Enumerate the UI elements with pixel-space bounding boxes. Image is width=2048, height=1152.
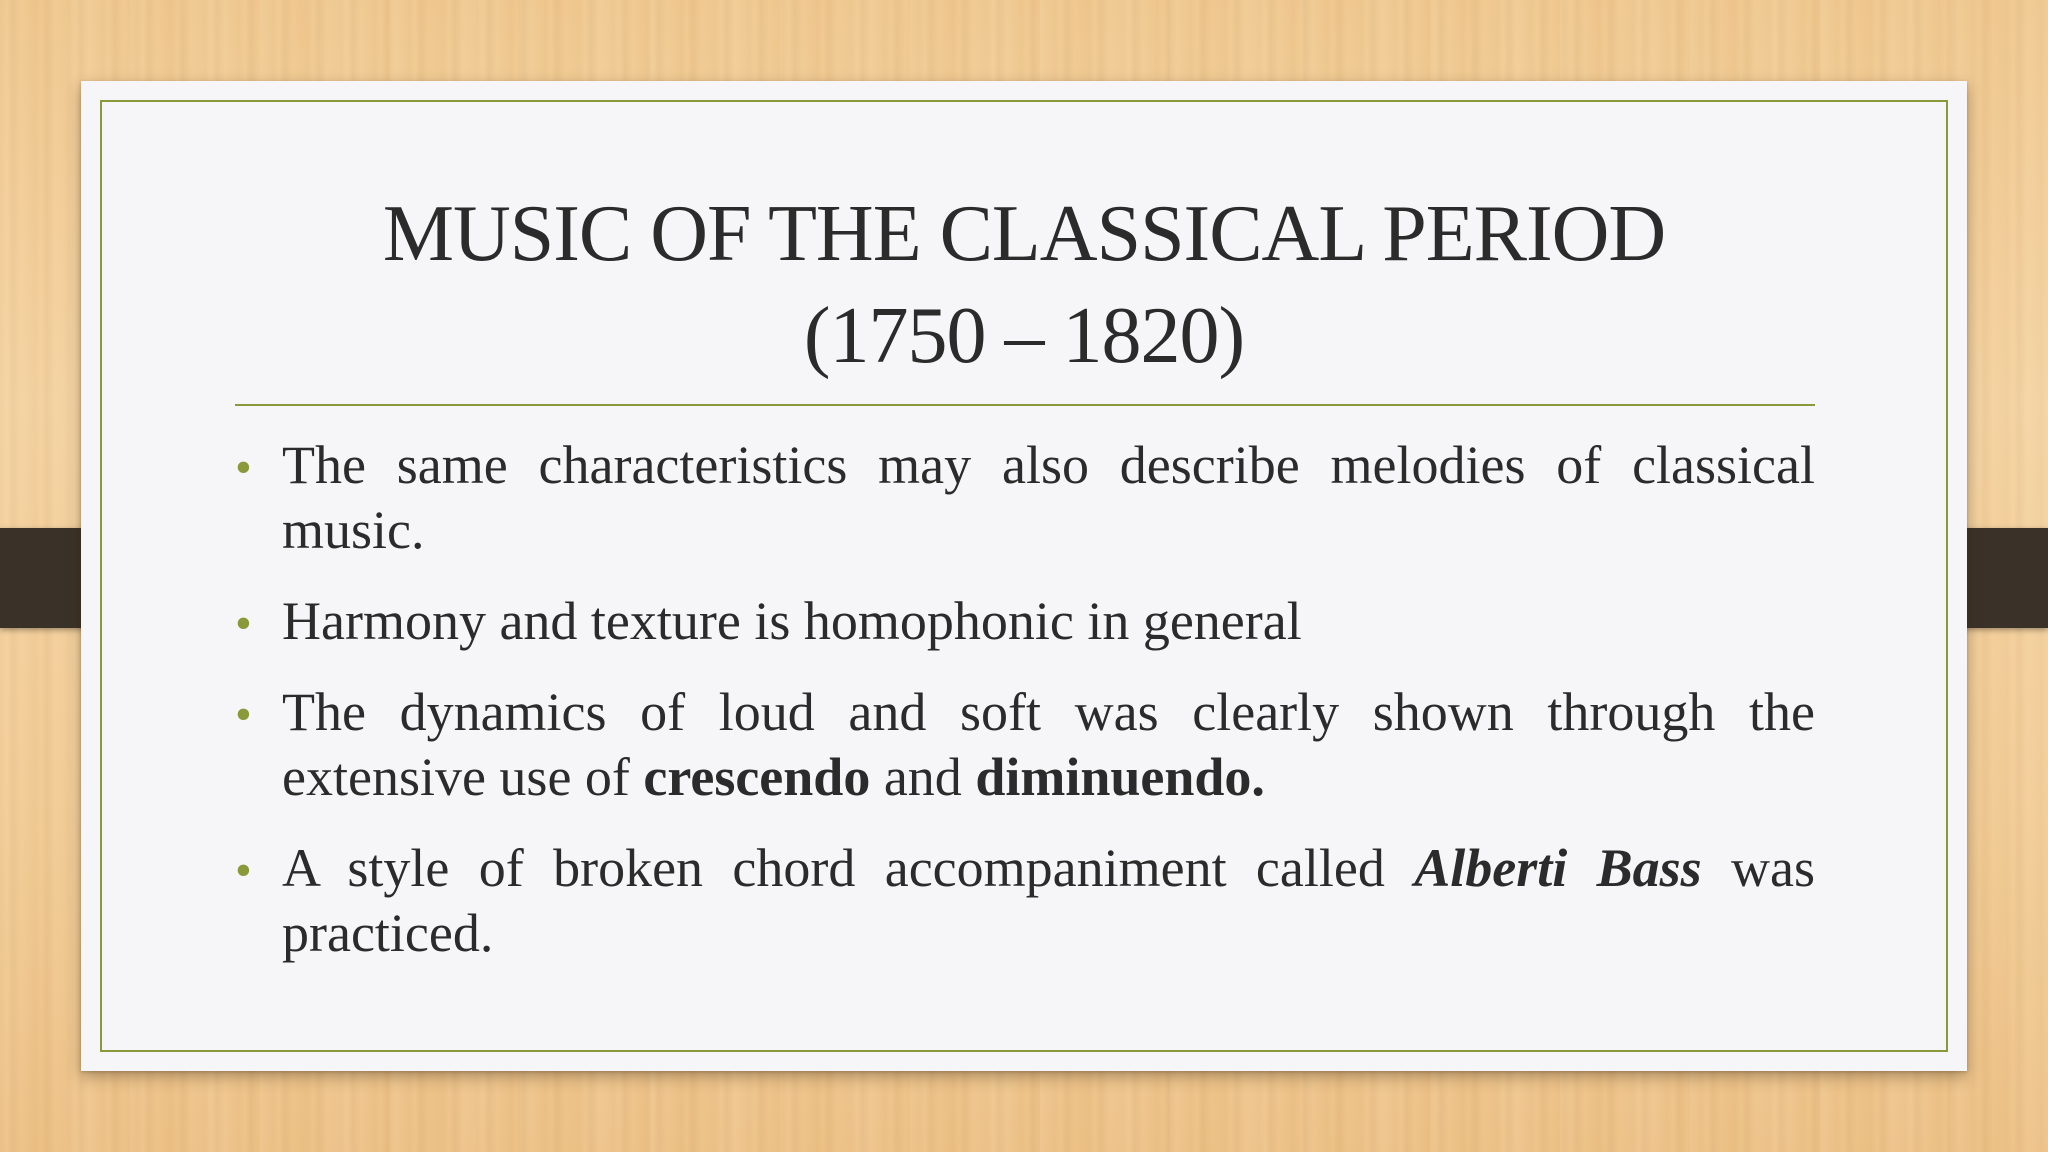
- title-line-2: (1750 – 1820): [803, 292, 1245, 380]
- bullet-emphasis-crescendo: crescendo: [643, 747, 871, 807]
- bullet-dot-icon: •: [235, 688, 252, 741]
- slide-card: [81, 81, 1967, 1071]
- bullet-list: [235, 433, 1815, 992]
- title-divider: [235, 404, 1815, 406]
- bullet-emphasis-diminuendo: diminuendo.: [975, 747, 1265, 807]
- bullet-dot-icon: •: [235, 441, 252, 494]
- slide-title: [81, 183, 1967, 387]
- bullet-text: The same characteristics may also describe melodies of classical music.: [282, 435, 1815, 560]
- bullet-item: [235, 433, 1815, 563]
- bullet-text: A style of broken chord accompaniment called: [282, 838, 1415, 898]
- bullet-dot-icon: •: [235, 844, 252, 897]
- bullet-text-end: was practiced.: [282, 838, 1816, 963]
- bullet-text-joiner: and: [870, 747, 976, 807]
- title-line-1: MUSIC OF THE CLASSICAL PERIOD: [382, 190, 1666, 278]
- bullet-dot-icon: •: [235, 597, 252, 650]
- bullet-text: The dynamics of loud and soft was clearly shown through the extensive use of: [282, 682, 1815, 807]
- bullet-item: [235, 680, 1815, 810]
- bullet-text: Harmony and texture is homophonic in general: [282, 591, 1302, 651]
- bullet-emphasis-alberti-bass: Alberti Bass: [1414, 838, 1702, 898]
- bullet-item: [235, 836, 1815, 966]
- bullet-item: [235, 589, 1815, 654]
